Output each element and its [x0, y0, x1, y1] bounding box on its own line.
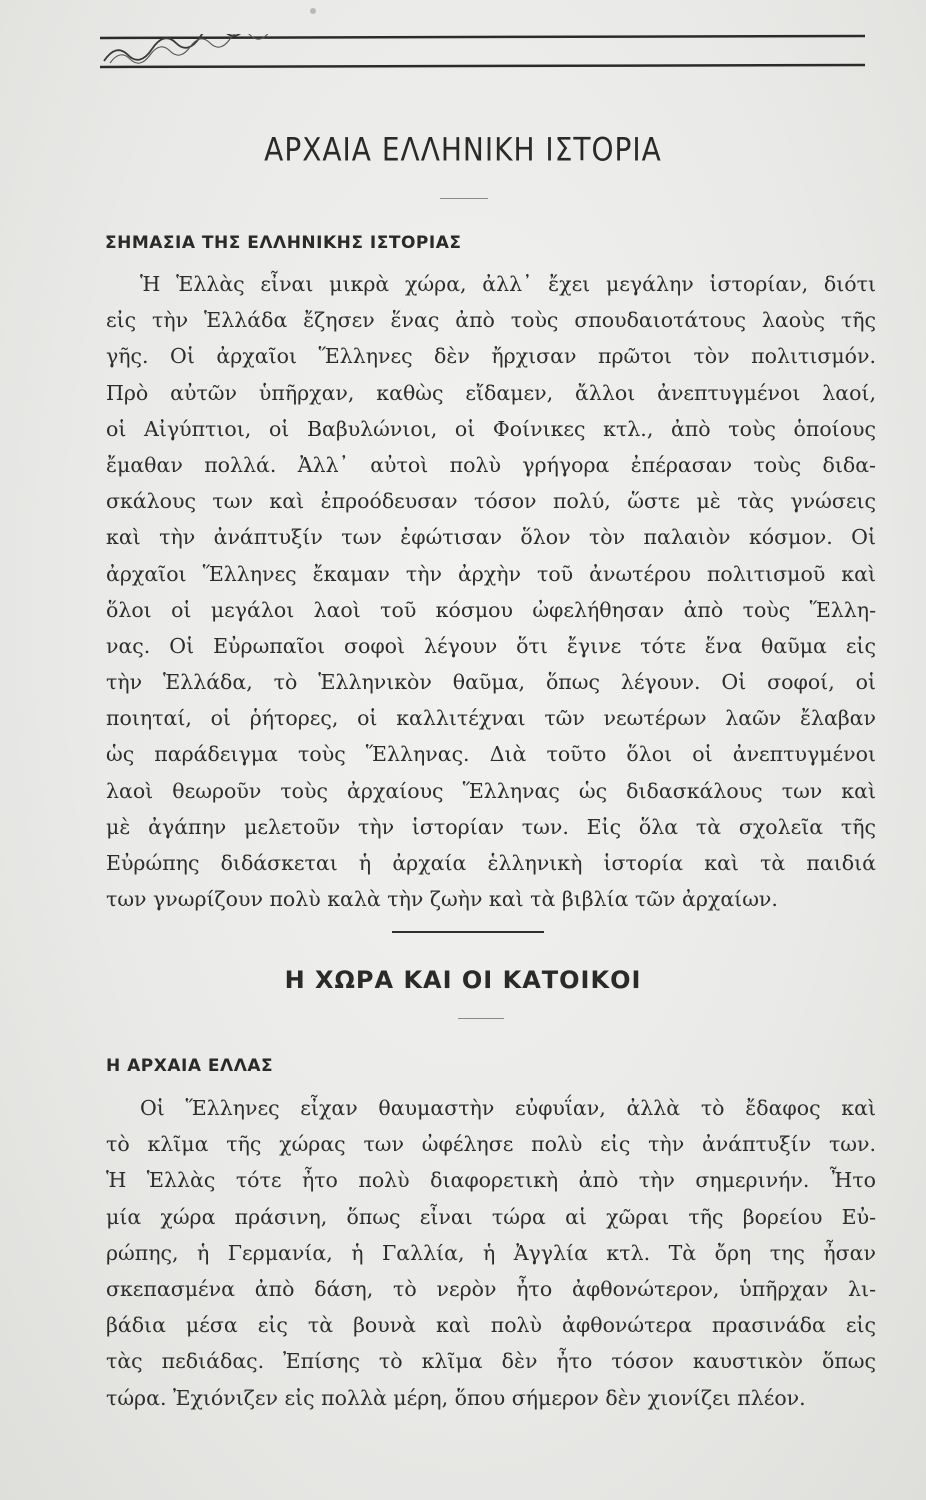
text-line: Οἱ Ἕλληνες εἶχαν θαυμαστὴν εὐφυΐαν, ἀλλὰ τὸ ἔδαφος καὶ: [140, 1096, 876, 1120]
paper-speck: [310, 8, 316, 14]
chapter-underline: [458, 1018, 504, 1019]
text-line: σκάλους των καὶ ἐπροόδευσαν τόσον πολύ, ὥστε μὲ τὰς γνώσεις: [106, 489, 876, 514]
text-line: ρώπης, ἡ Γερμανία, ἡ Γαλλία, ἡ Ἀγγλία κτλ. Τὰ ὄρη της ἦσαν: [106, 1240, 876, 1265]
text-line: σκεπασμένα ἀπὸ δάση, τὸ νερὸν ἦτο ἀφθονώτερον, ὑπῆρχαν λι-: [106, 1276, 876, 1301]
text-line: ὅλοι οἱ μεγάλοι λαοὶ τοῦ κόσμου ὠφελήθησαν ἀπὸ τοὺς Ἕλλη-: [106, 597, 876, 622]
text-line: τώρα. Ἐχιόνιζεν εἰς πολλὰ μέρη, ὅπου σήμερον δὲν χιονίζει πλέον.: [106, 1385, 806, 1410]
title-underline: [440, 198, 488, 199]
text-line: βάδια μέσα εἰς τὰ βουνὰ καὶ πολὺ ἀφθονώτερα πρασινάδα εἰς: [106, 1313, 876, 1338]
paragraph-ancient-greece: [106, 1090, 876, 1416]
chapter-divider: [392, 931, 544, 933]
text-line: τὴν Ἑλλάδα, τὸ Ἑλληνικὸν θαῦμα, ὅπως λέγουν. Οἱ σοφοί, οἱ: [106, 670, 876, 695]
text-line: οἱ Αἰγύπτιοι, οἱ Βαβυλώνιοι, οἱ Φοίνικες κτλ., ἀπὸ τοὺς ὁποίους: [106, 416, 876, 441]
text-line: Ἡ Ἑλλὰς εἶναι μικρὰ χώρα, ἀλλ᾽ ἔχει μεγάλην ἱστορίαν, διότι: [140, 272, 876, 296]
text-line: ἔμαθαν πολλά. Ἀλλ᾽ αὐτοὶ πολὺ γρήγορα ἐπέρασαν τοὺς διδα-: [106, 452, 876, 477]
section-heading-ancient-greece: Η ΑΡΧΑΙΑ ΕΛΛΑΣ: [106, 1056, 274, 1076]
text-line: νας. Οἱ Εὐρωπαῖοι σοφοὶ λέγουν ὅτι ἔγινε τότε ἕνα θαῦμα εἰς: [106, 633, 876, 658]
text-line: τὸ κλῖμα τῆς χώρας των ὠφέλησε πολὺ εἰς τὴν ἀνάπτυξίν των.: [106, 1132, 876, 1157]
text-line: ἀρχαῖοι Ἕλληνες ἔκαμαν τὴν ἀρχὴν τοῦ ἀνωτέρου πολιτισμοῦ καὶ: [106, 561, 876, 586]
decorative-border-ornament: [100, 34, 865, 74]
text-line: μὲ ἀγάπην μελετοῦν τὴν ἱστορίαν των. Εἰς ὅλα τὰ σχολεῖα τῆς: [106, 814, 876, 839]
text-line: των γνωρίζουν πολὺ καλὰ τὴν ζωὴν καὶ τὰ βιβλία τῶν ἀρχαίων.: [106, 887, 778, 912]
text-line: τὰς πεδιάδας. Ἐπίσης τὸ κλῖμα δὲν ἦτο τόσον καυστικὸν ὅπως: [106, 1349, 876, 1374]
text-line: Εὐρώπης διδάσκεται ἡ ἀρχαία ἑλληνικὴ ἱστορία καὶ τὰ παιδιά: [106, 851, 876, 875]
text-line: εἰς τὴν Ἑλλάδα ἔζησεν ἕνας ἀπὸ τοὺς σπουδαιοτάτους λαοὺς τῆς: [106, 308, 876, 333]
text-line: λαοὶ θεωροῦν τοὺς ἀρχαίους Ἕλληνας ὡς διδασκάλους των καὶ: [106, 778, 876, 803]
text-line: γῆς. Οἱ ἀρχαῖοι Ἕλληνες δὲν ἤρχισαν πρῶτοι τὸν πολιτισμόν.: [106, 344, 876, 369]
text-line: ὡς παράδειγμα τοὺς Ἕλληνας. Διὰ τοῦτο ὅλοι οἱ ἀνεπτυγμένοι: [106, 742, 876, 767]
text-line: ποιηταί, οἱ ῥήτορες, οἱ καλλιτέχναι τῶν νεωτέρων λαῶν ἔλαβαν: [106, 706, 876, 731]
paragraph-significance: [106, 266, 876, 917]
text-line: μία χώρα πράσινη, ὅπως εἶναι τώρα αἱ χῶραι τῆς βορείου Εὐ-: [106, 1204, 876, 1229]
text-line: καὶ τὴν ἀνάπτυξίν των ἐφώτισαν ὅλον τὸν παλαιὸν κόσμον. Οἱ: [106, 525, 876, 550]
chapter-title: Η ΧΩΡΑ ΚΑΙ ΟΙ ΚΑΤΟΙΚΟΙ: [284, 966, 642, 994]
text-line: Πρὸ αὐτῶν ὑπῆρχαν, καθὼς εἴδαμεν, ἄλλοι ἀνεπτυγμένοι λαοί,: [106, 380, 876, 405]
text-line: Ἡ Ἑλλὰς τότε ἦτο πολὺ διαφορετικὴ ἀπὸ τὴν σημερινήν. Ἦτο: [106, 1168, 876, 1193]
page-title: ΑΡΧΑΙΑ ΕΛΛΗΝΙΚΗ ΙΣΤΟΡΙΑ: [264, 130, 662, 169]
section-heading-significance: ΣΗΜΑΣΙΑ ΤΗΣ ΕΛΛΗΝΙΚΗΣ ΙΣΤΟΡΙΑΣ: [105, 233, 462, 253]
